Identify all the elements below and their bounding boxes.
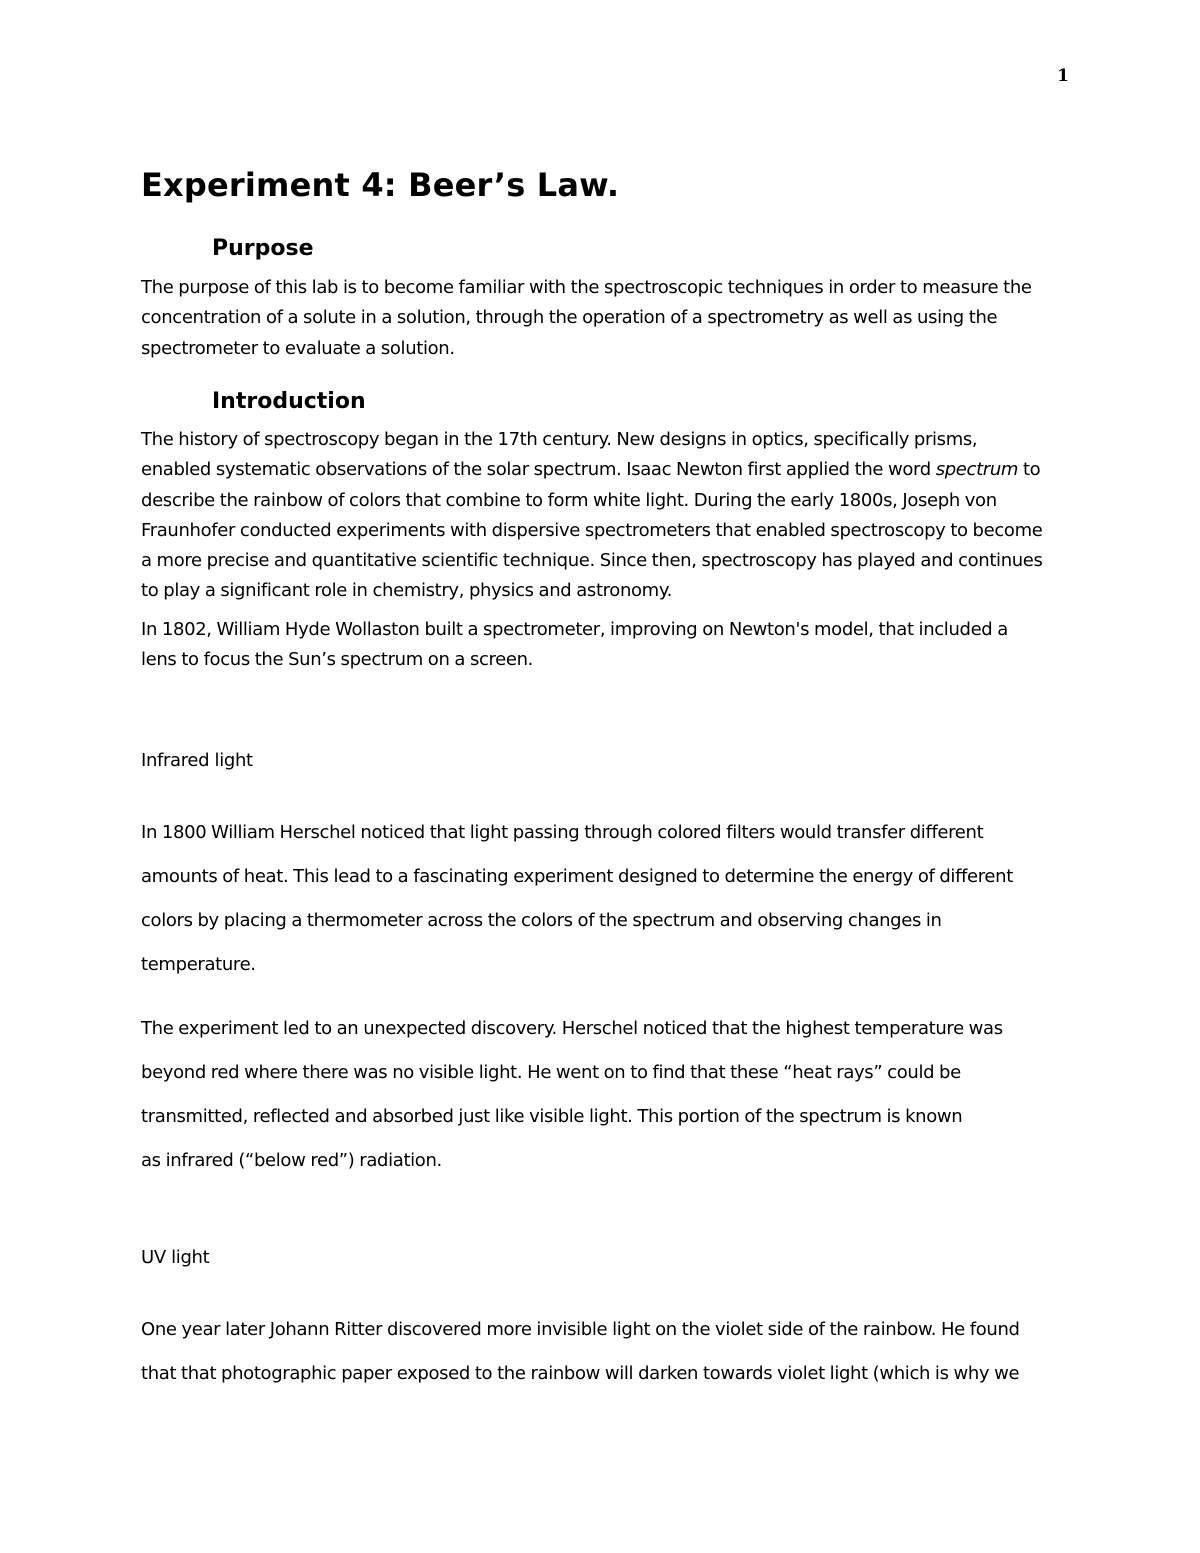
- text-line: In 1802, William Hyde Wollaston built a spectrometer, improving on Newton's model, that included a: [141, 619, 1008, 640]
- introduction-paragraph-1: [141, 425, 1066, 607]
- uv-subheading: UV light: [141, 1247, 210, 1268]
- infrared-paragraph-1: [141, 811, 1066, 987]
- italic-term: spectrum: [935, 459, 1019, 481]
- document-title: Experiment 4: Beer’s Law.: [141, 166, 620, 204]
- introduction-paragraph-2: [141, 615, 1066, 676]
- purpose-heading: Purpose: [212, 236, 314, 261]
- infrared-paragraph-2: [141, 1007, 1066, 1183]
- page-number: 1: [1057, 66, 1069, 86]
- uv-paragraph-1: [141, 1308, 1066, 1396]
- infrared-subheading: Infrared light: [141, 750, 253, 771]
- text-line: a more precise and quantitative scientific technique. Since then, spectroscopy has played and continues: [141, 550, 1043, 572]
- text-line: amounts of heat. This lead to a fascinating experiment designed to determine the energy of different: [141, 866, 1013, 887]
- text-line: transmitted, reflected and absorbed just like visible light. This portion of the spectrum is known: [141, 1106, 963, 1127]
- text-line: to play a significant role in chemistry, physics and astronomy.: [141, 580, 672, 602]
- text-line: The purpose of this lab is to become familiar with the spectroscopic techniques in order to measure the: [141, 277, 1032, 298]
- text-line: spectrometer to evaluate a solution.: [141, 337, 455, 359]
- text-line: The history of spectroscopy began in the 17th century. New designs in optics, specifically prisms,: [141, 429, 978, 450]
- text-run: to: [1018, 459, 1041, 481]
- text-line: lens to focus the Sun’s spectrum on a screen.: [141, 649, 534, 671]
- text-line: The experiment led to an unexpected discovery. Herschel noticed that the highest temperature was: [141, 1018, 1003, 1039]
- text-line: One year later Johann Ritter discovered more invisible light on the violet side of the rainbow. He found: [141, 1319, 1020, 1340]
- text-line: Fraunhofer conducted experiments with dispersive spectrometers that enabled spectroscopy to become: [141, 519, 1043, 541]
- text-line: that that photographic paper exposed to the rainbow will darken towards violet light (which is why we: [141, 1363, 1020, 1384]
- purpose-paragraph: [141, 273, 1066, 364]
- text-run: enabled systematic observations of the solar spectrum. Isaac Newton first applied the word: [141, 459, 936, 481]
- introduction-heading: Introduction: [212, 389, 366, 414]
- text-line: as infrared (“below red”) radiation.: [141, 1150, 442, 1171]
- text-line: temperature.: [141, 954, 256, 975]
- text-line: concentration of a solute in a solution, through the operation of a spectrometry as well as using the: [141, 307, 998, 329]
- text-line: In 1800 William Herschel noticed that light passing through colored filters would transfer different: [141, 822, 984, 843]
- text-line: describe the rainbow of colors that combine to form white light. During the early 1800s, Joseph von: [141, 489, 997, 511]
- text-line: [141, 455, 1066, 485]
- text-line: beyond red where there was no visible light. He went on to find that these “heat rays” could be: [141, 1062, 961, 1083]
- text-line: colors by placing a thermometer across the colors of the spectrum and observing changes in: [141, 910, 942, 931]
